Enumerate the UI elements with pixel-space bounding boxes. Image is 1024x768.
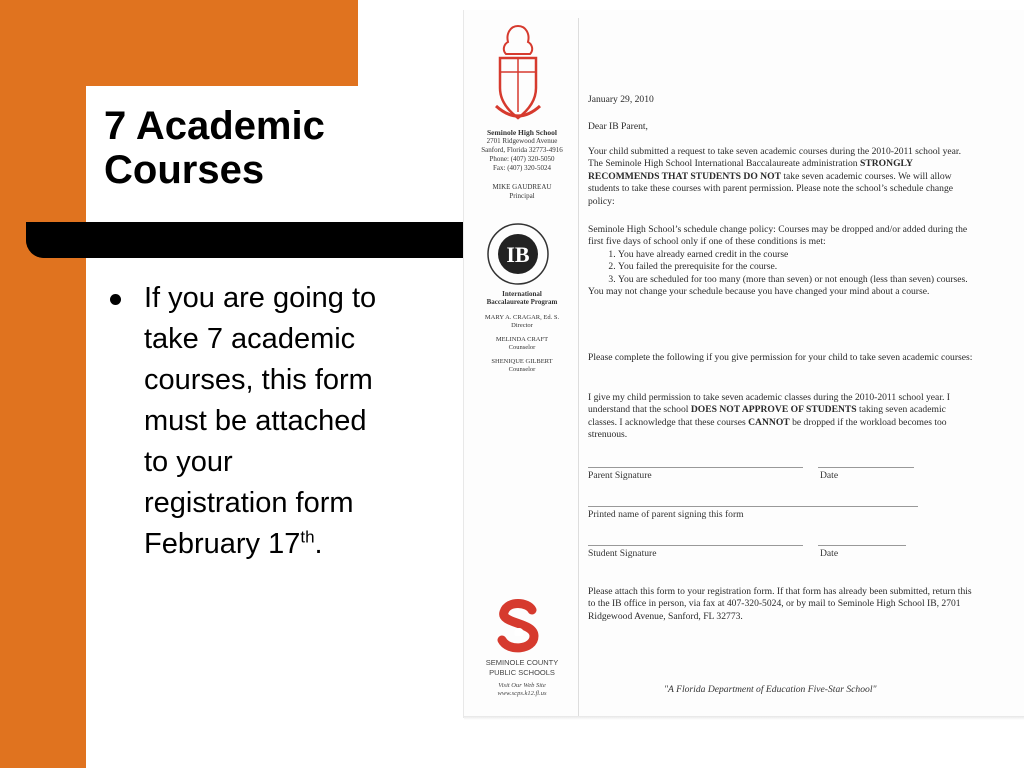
district-name-line-1: SEMINOLE COUNTY bbox=[485, 658, 559, 667]
bullet-point bbox=[110, 278, 380, 565]
parent-signature-label: Parent Signature bbox=[588, 470, 652, 481]
school-address-1: 2701 Ridgewood Avenue bbox=[486, 137, 558, 145]
letter-salutation: Dear IB Parent, bbox=[588, 121, 648, 132]
printed-name-label: Printed name of parent signing this form bbox=[588, 509, 744, 520]
permission-form-image bbox=[463, 10, 1024, 718]
policy-conditions-list bbox=[588, 249, 973, 286]
school-crest-icon bbox=[492, 22, 544, 126]
bullet-dot bbox=[110, 294, 121, 305]
policy-condition: 1. You have already earned credit in the course bbox=[618, 249, 973, 261]
ib-program-block bbox=[470, 290, 574, 374]
letter-date: January 29, 2010 bbox=[588, 94, 654, 105]
p3-text-b: taking seven academic classes. I acknowledge that these courses bbox=[588, 404, 946, 428]
ib-program-line-2: Baccalaureate Program bbox=[486, 298, 558, 306]
policy-condition: 3. You are scheduled for too many (more than seven) or not enough (less than seven) courses. bbox=[618, 274, 973, 286]
ib-logo-icon bbox=[486, 222, 550, 286]
website-caption: Visit Our Web Site bbox=[498, 682, 546, 689]
p1-bold: STRONGLY RECOMMENDS THAT STUDENTS DO NOT bbox=[588, 158, 913, 182]
bullet-end: . bbox=[314, 528, 323, 560]
policy-intro: Seminole High School’s schedule change policy: Courses may be dropped and/or added during the first five days of school only if one of these conditions is met: bbox=[588, 224, 968, 248]
parent-signature-line bbox=[588, 467, 803, 468]
district-name-line-2: PUBLIC SCHOOLS bbox=[489, 668, 555, 677]
letter-paragraph-1 bbox=[588, 146, 973, 208]
p1-text-a: Your child submitted a request to take seven academic courses during the 2010-2011 school year. The Seminole High School International Baccalaureate administration bbox=[588, 146, 961, 170]
letter-paragraph-4: Please attach this form to your registration form. If that form has already been submitted, return this to the IB office in person, via fax at 407-320-5024, or by mail to Seminole High School IB, 2701 Ridgewood Avenue, Sanford, FL 32773. bbox=[588, 586, 972, 622]
document-bottom-edge bbox=[464, 716, 1024, 720]
counselor-2-title: Counselor bbox=[508, 366, 536, 373]
district-website: www.scps.k12.fl.us bbox=[497, 690, 547, 697]
counselor-2-name: SHENIQUE GILBERT bbox=[491, 358, 553, 365]
orange-top-band bbox=[0, 0, 358, 86]
orange-side-band bbox=[0, 0, 86, 768]
school-fax: Fax: (407) 320-5024 bbox=[493, 164, 551, 172]
letterhead-divider bbox=[578, 18, 579, 718]
policy-condition: 2. You failed the prerequisite for the course. bbox=[618, 261, 973, 273]
district-block bbox=[470, 658, 574, 698]
student-signature-line bbox=[588, 545, 803, 546]
school-address-2: Sanford, Florida 32773-4916 bbox=[481, 146, 563, 154]
bullet-text bbox=[144, 278, 380, 565]
director-title: Director bbox=[511, 322, 533, 329]
policy-close: You may not change your schedule because you have changed your mind about a course. bbox=[588, 286, 930, 298]
counselor-1-name: MELINDA CRAFT bbox=[495, 336, 549, 343]
p3-text-c: be dropped if the workload becomes too strenuous. bbox=[588, 416, 947, 441]
date-label-2: Date bbox=[820, 548, 839, 559]
date-label-1: Date bbox=[820, 470, 839, 481]
date-line-1 bbox=[818, 467, 914, 468]
student-signature-label: Student Signature bbox=[588, 548, 657, 559]
p3-bold-2: CANNOT bbox=[748, 416, 790, 428]
principal-title: Principal bbox=[509, 192, 535, 200]
school-letterhead bbox=[470, 128, 574, 201]
letter-footer: "A Florida Department of Education Five-Star School" bbox=[664, 684, 877, 695]
printed-name-line bbox=[588, 506, 918, 507]
title-divider-bar bbox=[26, 222, 466, 258]
letter-paragraph-2: Please complete the following if you give permission for your child to take seven academic courses: bbox=[588, 352, 973, 363]
bullet-superscript: th bbox=[300, 527, 315, 547]
principal-name: MIKE GAUDREAU bbox=[492, 183, 552, 191]
letter-paragraph-3 bbox=[588, 392, 973, 442]
district-logo-icon bbox=[494, 598, 544, 654]
p1-text-b: take seven academic courses. We will allow students to take these courses with parent permission. Please note the school’s schedule change policy: bbox=[588, 170, 954, 207]
slide-title: 7 Academic Courses bbox=[104, 104, 325, 192]
school-phone: Phone: (407) 320-5050 bbox=[489, 155, 555, 163]
date-line-2 bbox=[818, 545, 906, 546]
p3-bold-1: DOES NOT APPROVE OF STUDENTS bbox=[690, 404, 857, 416]
schedule-policy bbox=[588, 224, 973, 298]
bullet-main-text: If you are going to take 7 academic courses, this form must be attached to your registration form February 17 bbox=[144, 282, 377, 560]
ib-program-line-1: International bbox=[502, 290, 542, 298]
counselor-1-title: Counselor bbox=[508, 344, 536, 351]
director-name: MARY A. CRAGAR, Ed. S. bbox=[484, 314, 560, 321]
school-name: Seminole High School bbox=[486, 128, 557, 137]
ib-logo-text: IB bbox=[506, 242, 530, 267]
p3-text-a: I give my child permission to take seven academic classes during the 2010-2011 school year. I understand that the school bbox=[588, 392, 950, 416]
